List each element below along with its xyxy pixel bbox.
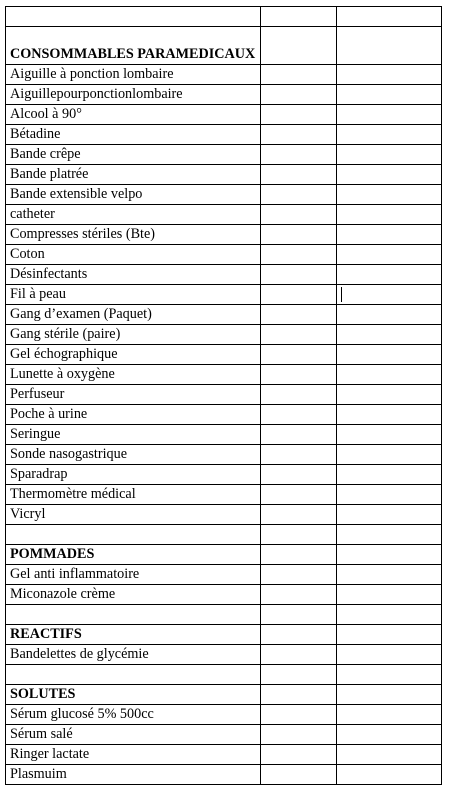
item-name: Seringue [10,426,61,442]
item-name-cell[interactable] [6,85,261,105]
item-name-cell[interactable] [6,765,261,785]
observation-cell[interactable] [337,385,442,405]
item-row [6,705,442,725]
item-name-cell[interactable] [6,165,261,185]
item-name-cell[interactable] [6,205,261,225]
item-name-cell[interactable] [6,105,261,125]
item-row [6,505,442,525]
item-row [6,165,442,185]
item-row [6,645,442,665]
item-row [6,445,442,465]
section-title: SOLUTES [10,686,76,702]
observation-cell[interactable] [337,85,442,105]
section-title-cell[interactable] [6,27,261,65]
observation-cell[interactable] [337,485,442,505]
observation-cell[interactable] [337,65,442,85]
quantity-cell[interactable] [261,165,337,185]
section-title: REACTIFS [10,626,82,642]
item-name-cell[interactable] [6,425,261,445]
quantity-cell[interactable] [261,645,337,665]
observation-cell[interactable] [337,525,442,545]
quantity-cell[interactable] [261,325,337,345]
item-name-cell[interactable] [6,505,261,525]
item-name-cell[interactable] [6,245,261,265]
empty-cell[interactable] [6,605,261,625]
item-name: Sparadrap [10,466,68,482]
item-name-cell[interactable] [6,365,261,385]
item-row [6,745,442,765]
item-row [6,65,442,85]
item-row [6,305,442,325]
observation-cell[interactable] [337,7,442,27]
item-row [6,185,442,205]
item-name: Alcool à 90° [10,106,82,122]
item-name: Bétadine [10,126,61,142]
item-name-cell[interactable] [6,445,261,465]
quantity-cell[interactable] [261,245,337,265]
item-name-cell[interactable] [6,725,261,745]
section-header-row [6,545,442,565]
blank-row [6,7,442,27]
item-name: Poche à urine [10,406,88,422]
item-name-cell[interactable] [6,225,261,245]
observation-cell[interactable] [337,205,442,225]
quantity-cell[interactable] [261,105,337,125]
observation-cell[interactable] [337,645,442,665]
item-name: Gang stérile (paire) [10,326,121,342]
observation-cell[interactable] [337,265,442,285]
section-title-cell[interactable] [6,545,261,565]
item-row [6,365,442,385]
quantity-cell[interactable] [261,27,337,65]
item-row [6,265,442,285]
item-row [6,485,442,505]
item-name: Bande crêpe [10,146,81,162]
quantity-cell[interactable] [261,265,337,285]
blank-row [6,525,442,545]
category-header-row [6,27,442,65]
observation-cell[interactable] [337,145,442,165]
section-header-row [6,685,442,705]
section-title: POMMADES [10,546,95,562]
quantity-cell[interactable] [261,505,337,525]
quantity-cell[interactable] [261,685,337,705]
observation-cell[interactable] [337,105,442,125]
quantity-cell[interactable] [261,565,337,585]
quantity-cell[interactable] [261,145,337,165]
item-name-cell[interactable] [6,125,261,145]
quantity-cell[interactable] [261,425,337,445]
blank-row [6,665,442,685]
observation-cell[interactable] [337,325,442,345]
item-row [6,765,442,785]
quantity-cell[interactable] [261,525,337,545]
quantity-cell[interactable] [261,705,337,725]
item-name-cell[interactable] [6,185,261,205]
item-row [6,285,442,305]
item-name-cell[interactable] [6,285,261,305]
item-name: Sérum salé [10,726,73,742]
quantity-cell[interactable] [261,445,337,465]
item-name: Aiguille à ponction lombaire [10,66,174,82]
item-row [6,465,442,485]
quantity-cell[interactable] [261,545,337,565]
item-row [6,105,442,125]
observation-cell[interactable] [337,445,442,465]
quantity-cell[interactable] [261,125,337,145]
observation-cell[interactable] [337,625,442,645]
observation-cell[interactable] [337,125,442,145]
item-name-cell[interactable] [6,265,261,285]
item-name: catheter [10,206,55,222]
observation-cell[interactable] [337,745,442,765]
quantity-cell[interactable] [261,65,337,85]
item-name-cell[interactable] [6,465,261,485]
item-row [6,125,442,145]
item-name: Perfuseur [10,386,65,402]
quantity-cell[interactable] [261,465,337,485]
item-name: Lunette à oxygène [10,366,115,382]
inventory-table-body [6,7,442,785]
item-name: Fil à peau [10,286,66,302]
item-name-cell[interactable] [6,585,261,605]
observation-cell[interactable] [337,465,442,485]
blank-row [6,605,442,625]
empty-cell[interactable] [6,665,261,685]
item-row [6,425,442,445]
observation-cell[interactable] [337,565,442,585]
observation-cell[interactable] [337,725,442,745]
section-title-cell[interactable] [6,685,261,705]
item-name-cell[interactable] [6,645,261,665]
item-row [6,205,442,225]
item-row [6,225,442,245]
item-name: Gang d’examen (Paquet) [10,306,152,322]
item-row [6,385,442,405]
observation-cell[interactable] [337,185,442,205]
item-row [6,145,442,165]
section-title: CONSOMMABLES PARAMEDICAUX [10,46,256,62]
quantity-cell[interactable] [261,225,337,245]
item-name-cell[interactable] [6,745,261,765]
observation-cell[interactable] [337,225,442,245]
observation-cell[interactable] [337,665,442,685]
item-row [6,85,442,105]
item-name-cell[interactable] [6,305,261,325]
item-name: Gel échographique [10,346,118,362]
item-name-cell[interactable] [6,145,261,165]
item-name-cell[interactable] [6,325,261,345]
quantity-cell[interactable] [261,765,337,785]
item-name: Coton [10,246,45,262]
inventory-table [5,6,442,785]
item-name: Plasmuim [10,766,67,782]
quantity-cell[interactable] [261,725,337,745]
quantity-cell[interactable] [261,405,337,425]
item-name: Thermomètre médical [10,486,136,502]
quantity-cell[interactable] [261,205,337,225]
quantity-cell[interactable] [261,85,337,105]
observation-cell[interactable] [337,345,442,365]
item-name-cell[interactable] [6,65,261,85]
item-name-cell[interactable] [6,385,261,405]
quantity-cell[interactable] [261,485,337,505]
item-name: Désinfectants [10,266,88,282]
observation-cell[interactable] [337,705,442,725]
observation-cell[interactable] [337,605,442,625]
item-name-cell[interactable] [6,565,261,585]
item-name-cell[interactable] [6,705,261,725]
observation-cell[interactable] [337,585,442,605]
observation-cell[interactable] [337,27,442,65]
item-name-cell[interactable] [6,485,261,505]
quantity-cell[interactable] [261,385,337,405]
text-cursor [341,287,342,302]
section-header-row [6,625,442,645]
item-name: Miconazole crème [10,586,116,602]
observation-cell[interactable] [337,245,442,265]
quantity-cell[interactable] [261,625,337,645]
item-row [6,565,442,585]
quantity-cell[interactable] [261,605,337,625]
quantity-cell[interactable] [261,365,337,385]
item-name: Compresses stériles (Bte) [10,226,155,242]
item-name-cell[interactable] [6,345,261,365]
empty-cell[interactable] [6,525,261,545]
item-name: Ringer lactate [10,746,90,762]
empty-cell[interactable] [6,7,261,27]
quantity-cell[interactable] [261,285,337,305]
item-row [6,405,442,425]
observation-cell[interactable] [337,305,442,325]
quantity-cell[interactable] [261,305,337,325]
item-name: Sérum glucosé 5% 500cc [10,706,154,722]
item-row [6,245,442,265]
item-name-cell[interactable] [6,405,261,425]
observation-cell[interactable] [337,425,442,445]
item-row [6,585,442,605]
observation-cell[interactable] [337,765,442,785]
item-name: Bande platrée [10,166,89,182]
item-row [6,725,442,745]
item-row [6,325,442,345]
observation-cell[interactable] [337,405,442,425]
item-name: Vicryl [10,506,46,522]
quantity-cell[interactable] [261,585,337,605]
observation-cell[interactable] [337,165,442,185]
observation-cell[interactable] [337,685,442,705]
observation-cell[interactable] [337,365,442,385]
item-name: Sonde nasogastrique [10,446,128,462]
item-name: Bandelettes de glycémie [10,646,149,662]
item-name: Aiguillepourponctionlombaire [10,86,183,102]
quantity-cell[interactable] [261,345,337,365]
quantity-cell[interactable] [261,7,337,27]
item-row [6,345,442,365]
observation-cell[interactable] [337,545,442,565]
observation-cell[interactable] [337,285,442,305]
quantity-cell[interactable] [261,185,337,205]
item-name: Gel anti inflammatoire [10,566,140,582]
quantity-cell[interactable] [261,665,337,685]
observation-cell[interactable] [337,505,442,525]
item-name: Bande extensible velpo [10,186,143,202]
section-title-cell[interactable] [6,625,261,645]
quantity-cell[interactable] [261,745,337,765]
